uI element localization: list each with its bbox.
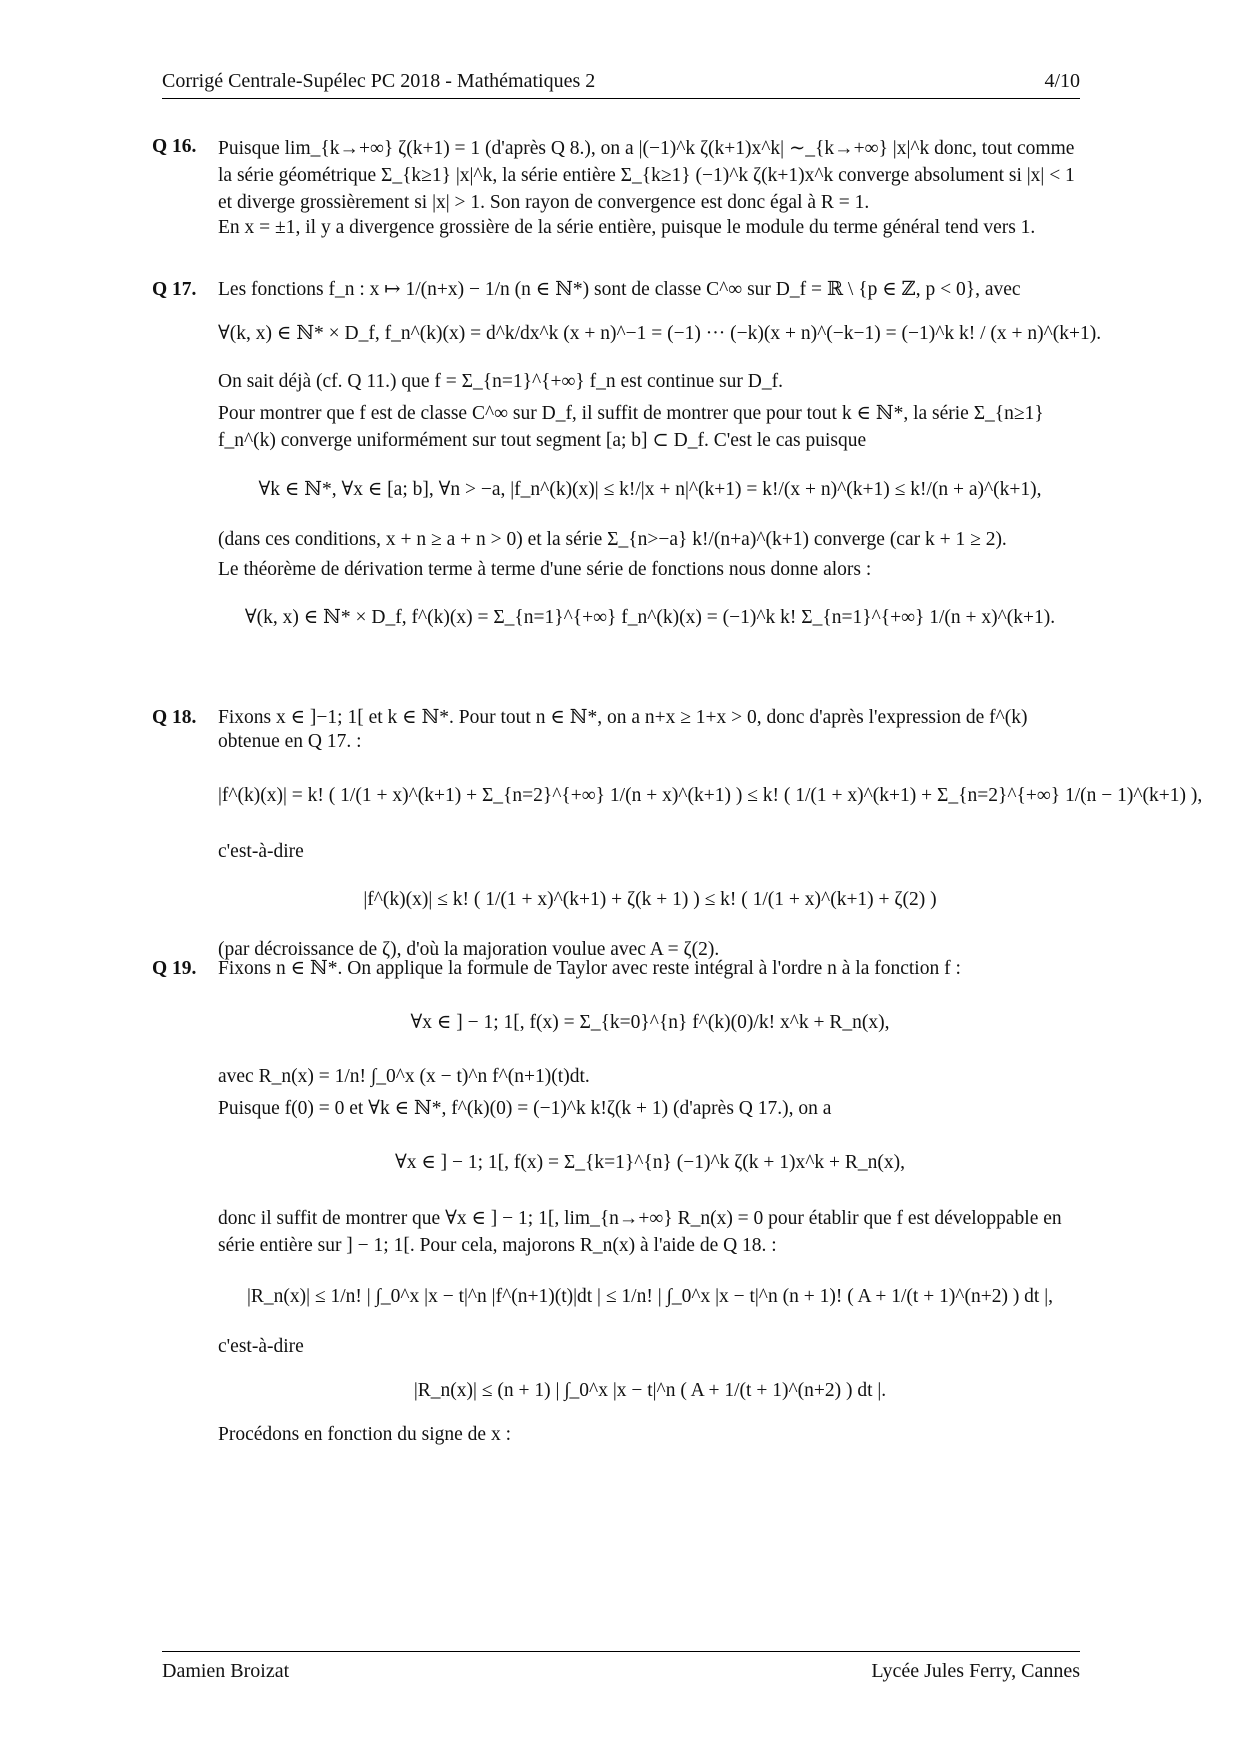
q17-equation-3: ∀(k, x) ∈ ℕ* × D_f, f^(k)(x) = Σ_{n=1}^{+∞} f_n^(k)(x) = (−1)^k k! Σ_{n=1}^{+∞} 1/(n + x)^(k+1).: [244, 607, 1056, 628]
q19-equation-4: |R_n(x)| ≤ (n + 1) | ∫_0^x |x − t|^n ( A + 1/(t + 1)^(n+2) ) dt |.: [413, 1380, 887, 1401]
page-footer: [162, 1651, 1080, 1682]
question-16: [152, 135, 1082, 240]
q19-para-3: Puisque f(0) = 0 et ∀k ∈ ℕ*, f^(k)(0) = (−1)^k k!ζ(k + 1) (d'après Q 17.), on a: [218, 1098, 832, 1119]
footer-school: Lycée Jules Ferry, Cannes: [871, 1660, 1080, 1682]
q17-label: Q 17.: [152, 279, 197, 300]
q17-para-2: On sait déjà (cf. Q 11.) que f = Σ_{n=1}^{+∞} f_n est continue sur D_f.: [218, 371, 783, 392]
q17-para-4: (dans ces conditions, x + n ≥ a + n > 0) et la série Σ_{n>−a} k!/(n+a)^(k+1) converge (car k + 1 ≥ 2).: [218, 529, 1007, 550]
q19-equation-3: |R_n(x)| ≤ 1/n! | ∫_0^x |x − t|^n |f^(n+1)(t)|dt | ≤ 1/n! | ∫_0^x |x − t|^n (n + 1)! ( A + 1/(t + 1)^(n+2) ) dt |,: [246, 1286, 1054, 1307]
page-header: [162, 64, 1080, 99]
q18-para-3: (par décroissance de ζ), d'où la majoration voulue avec A = ζ(2).: [218, 939, 720, 960]
q19-para-6: Procédons en fonction du signe de x :: [218, 1424, 511, 1445]
q19-para-4: donc il suffit de montrer que ∀x ∈ ] − 1; 1[, lim_{n→+∞} R_n(x) = 0 pour établir que f est développable en série entière sur ] − 1; 1[. Pour cela, majorons R_n(x) à l'aide de Q 18. :: [218, 1208, 1062, 1256]
q19-label: Q 19.: [152, 958, 197, 979]
page-number: 4/10: [1044, 70, 1080, 92]
q18-label: Q 18.: [152, 707, 197, 728]
q16-para-2: En x = ±1, il y a divergence grossière de la série entière, puisque le module du terme général tend vers 1.: [218, 217, 1036, 238]
q16-label: Q 16.: [152, 136, 197, 157]
q17-equation-2: ∀k ∈ ℕ*, ∀x ∈ [a; b], ∀n > −a, |f_n^(k)(x)| ≤ k!/|x + n|^(k+1) = k!/(x + n)^(k+1) ≤ k!/(n + a)^(k+1),: [258, 479, 1042, 500]
q18-para-1: Fixons x ∈ ]−1; 1[ et k ∈ ℕ*. Pour tout n ∈ ℕ*, on a n+x ≥ 1+x > 0, donc d'après l'expression de f^(k) obtenue en Q 17. :: [218, 707, 1028, 752]
q17-para-3: Pour montrer que f est de classe C^∞ sur D_f, il suffit de montrer que pour tout k ∈ ℕ*, la série Σ_{n≥1} f_n^(k) converge uniformément sur tout segment [a; b] ⊂ D_f. C'est le cas puisque: [218, 403, 1044, 451]
question-17: [152, 278, 1102, 650]
header-title: Corrigé Centrale-Supélec PC 2018 - Mathématiques 2: [162, 70, 596, 92]
q17-equation-1: ∀(k, x) ∈ ℕ* × D_f, f_n^(k)(x) = d^k/dx^k (x + n)^−1 = (−1) ··· (−k)(x + n)^(−k−1) = (−1)^k k! / (x + n)^(k+1).: [218, 323, 1102, 344]
question-19: [152, 957, 1082, 1447]
q19-para-5: c'est-à-dire: [218, 1336, 304, 1357]
q18-equation-2: |f^(k)(x)| ≤ k! ( 1/(1 + x)^(k+1) + ζ(k + 1) ) ≤ k! ( 1/(1 + x)^(k+1) + ζ(2) ): [363, 889, 937, 910]
q19-equation-2: ∀x ∈ ] − 1; 1[, f(x) = Σ_{k=1}^{n} (−1)^k ζ(k + 1)x^k + R_n(x),: [394, 1152, 906, 1173]
q17-para-1: Les fonctions f_n : x ↦ 1/(n+x) − 1/n (n ∈ ℕ*) sont de classe C^∞ sur D_f = ℝ \ {p ∈ ℤ, p < 0}, avec: [218, 279, 1021, 300]
q18-para-2: c'est-à-dire: [218, 841, 304, 862]
question-18: [152, 706, 1203, 962]
q19-para-1: Fixons n ∈ ℕ*. On applique la formule de Taylor avec reste intégral à l'ordre n à la fonction f :: [218, 958, 961, 979]
q16-para-1: Puisque lim_{k→+∞} ζ(k+1) = 1 (d'après Q 8.), on a |(−1)^k ζ(k+1)x^k| ∼_{k→+∞} |x|^k donc, tout comme la série géométrique Σ_{k≥1} |x|^k, la série entière Σ_{k≥1} (−1)^k ζ(k+1)x^k converge absolument si |x| < 1 et diverge grossièrement si |x| > 1. Son rayon de convergence est donc égal à R = 1.: [218, 138, 1075, 213]
q19-para-2: avec R_n(x) = 1/n! ∫_0^x (x − t)^n f^(n+1)(t)dt.: [218, 1066, 590, 1087]
q19-equation-1: ∀x ∈ ] − 1; 1[, f(x) = Σ_{k=0}^{n} f^(k)(0)/k! x^k + R_n(x),: [410, 1012, 890, 1033]
q18-equation-1: |f^(k)(x)| = k! ( 1/(1 + x)^(k+1) + Σ_{n=2}^{+∞} 1/(n + x)^(k+1) ) ≤ k! ( 1/(1 + x)^(k+1) + Σ_{n=2}^{+∞} 1/(n − 1)^(k+1) ),: [218, 785, 1203, 806]
footer-author: Damien Broizat: [162, 1660, 290, 1682]
q17-para-5: Le théorème de dérivation terme à terme d'une série de fonctions nous donne alors :: [218, 559, 872, 580]
